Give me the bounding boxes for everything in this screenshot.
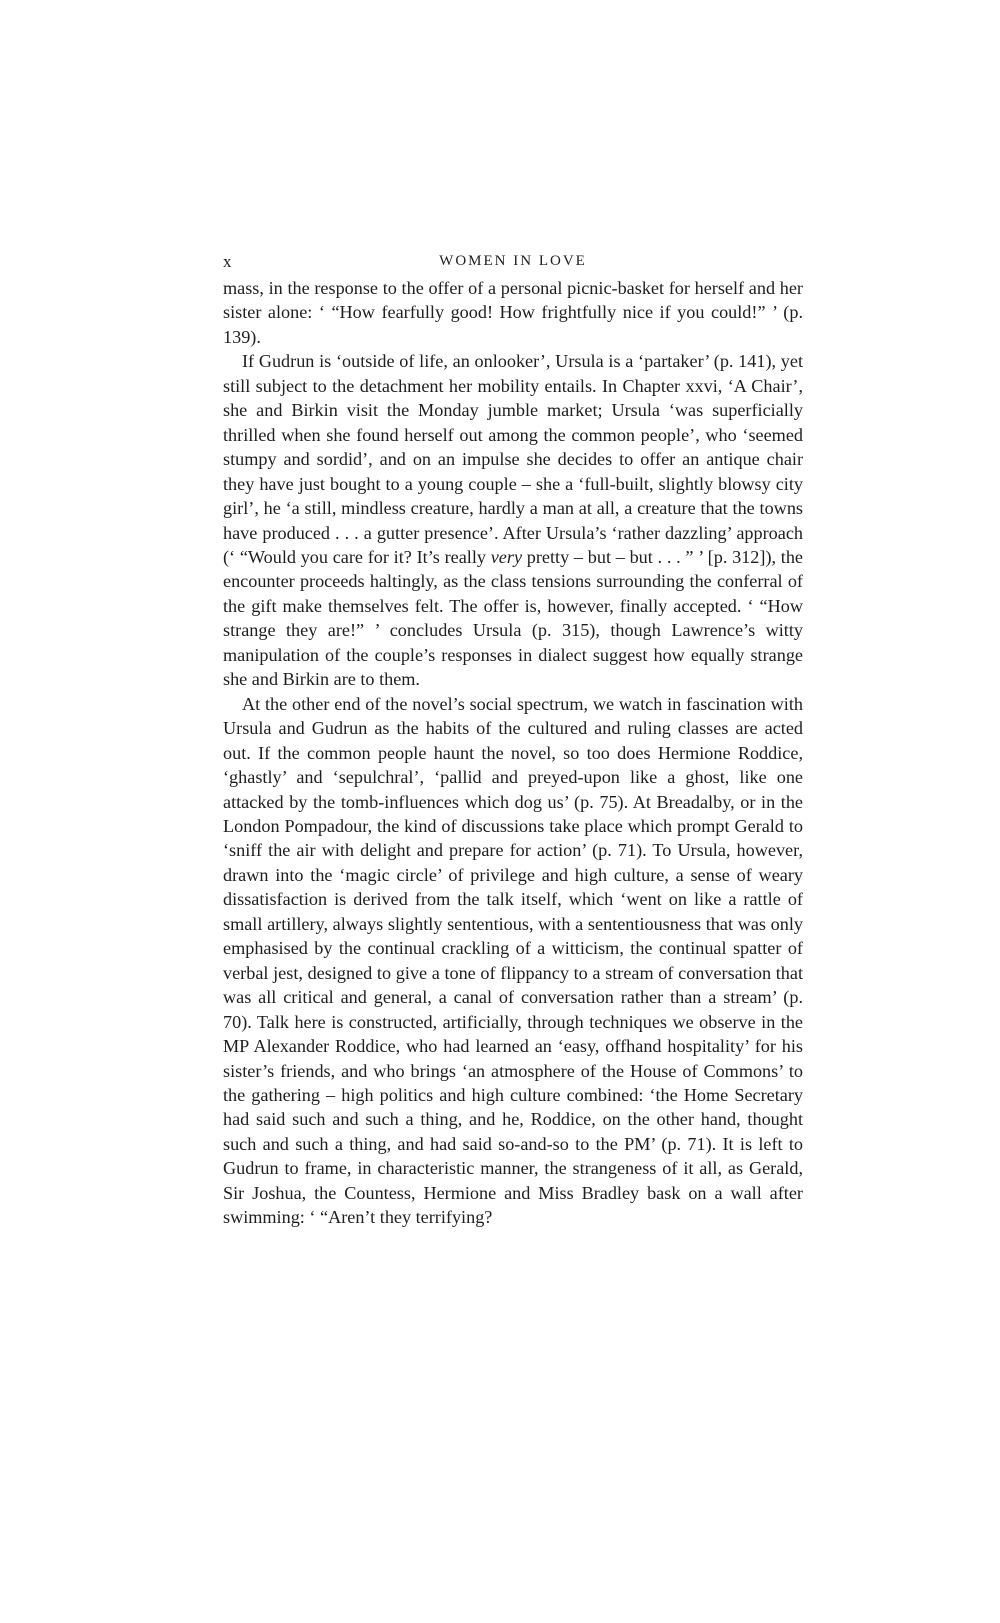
page-number: x [223, 252, 232, 271]
paragraph-2-text-b: pretty – but – but . . . ” ’ [p. 312]), the encounter proceeds haltingly, as the class tensions surrounding the conferral of the gift make themselves felt. The offer is, however, finally accepted. ‘ “How strange they are!” ’ concludes Ursula (p. 315), though Lawrence’s witty manipulation of the couple’s responses in dialect suggest how equally strange she and Birkin are to them. [223, 546, 804, 690]
page-content [223, 250, 803, 1230]
paragraph-2 [223, 349, 803, 691]
running-title: WOMEN IN LOVE [439, 253, 587, 269]
paragraph-1: mass, in the response to the offer of a personal picnic-basket for herself and her sister alone: ‘ “How fearfully good! How frightfully nice if you could!” ’ (p. 139). [223, 278, 803, 347]
paragraph-2-emphasis: very [490, 546, 523, 567]
running-head [223, 250, 803, 276]
paragraph-3: At the other end of the novel’s social spectrum, we watch in fascination with Ursula and Gudrun as the habits of the cultured and ruling classes are acted out. If the common people haunt the novel, so too does Hermione Roddice, ‘ghastly’ and ‘sepulchral’, ‘pallid and preyed-upon like a ghost, like one attacked by the tomb-influences which dog us’ (p. 75). At Breadalby, or in the London Pompadour, the kind of discussions take place which prompt Gerald to ‘sniff the air with delight and prepare for action’ (p. 71). To Ursula, however, drawn into the ‘magic circle’ of privilege and high culture, a sense of weary dissatisfaction is derived from the talk itself, which ‘went on like a rattle of small artillery, always slightly sententious, with a sententiousness that was only emphasised by the continual crackling of a witticism, the continual spatter of verbal jest, designed to give a tone of flippancy to a stream of conversation that was all critical and general, a canal of conversation rather than a stream’ (p. 70). Talk here is constructed, artificially, through techniques we observe in the MP Alexander Roddice, who had learned an ‘easy, offhand hospitality’ for his sister’s friends, and who brings ‘an atmosphere of the House of Commons’ to the gathering – high politics and high culture combined: ‘the Home Secretary had said such and such a thing, and he, Roddice, on the other hand, thought such and such a thing, and had said so-and-so to the PM’ (p. 71). It is left to Gudrun to frame, in characteristic manner, the strangeness of it all, as Gerald, Sir Joshua, the Countess, Hermione and Miss Bradley bask on a wall after swimming: ‘ “Aren’t they terrifying? [223, 693, 803, 1228]
paragraph-2-text-a: If Gudrun is ‘outside of life, an onlooker’, Ursula is a ‘partaker’ (p. 141), yet still subject to the detachment her mobility entails. In Chapter xxvi, ‘A Chair’, she and Birkin visit the Monday jumble market; Ursula ‘was superficially thrilled when she found herself out among the common people’, who ‘seemed stumpy and sordid’, and on an impulse she decides to offer an antique chair they have just bought to a young couple – she a ‘full-built, slightly blowsy city girl’, he ‘a still, mindless creature, hardly a man at all, a creature that the towns have produced . . . a gutter presence’. After Ursula’s ‘rather dazzling’ approach (‘ “Would you care for it? It’s really [223, 351, 803, 567]
